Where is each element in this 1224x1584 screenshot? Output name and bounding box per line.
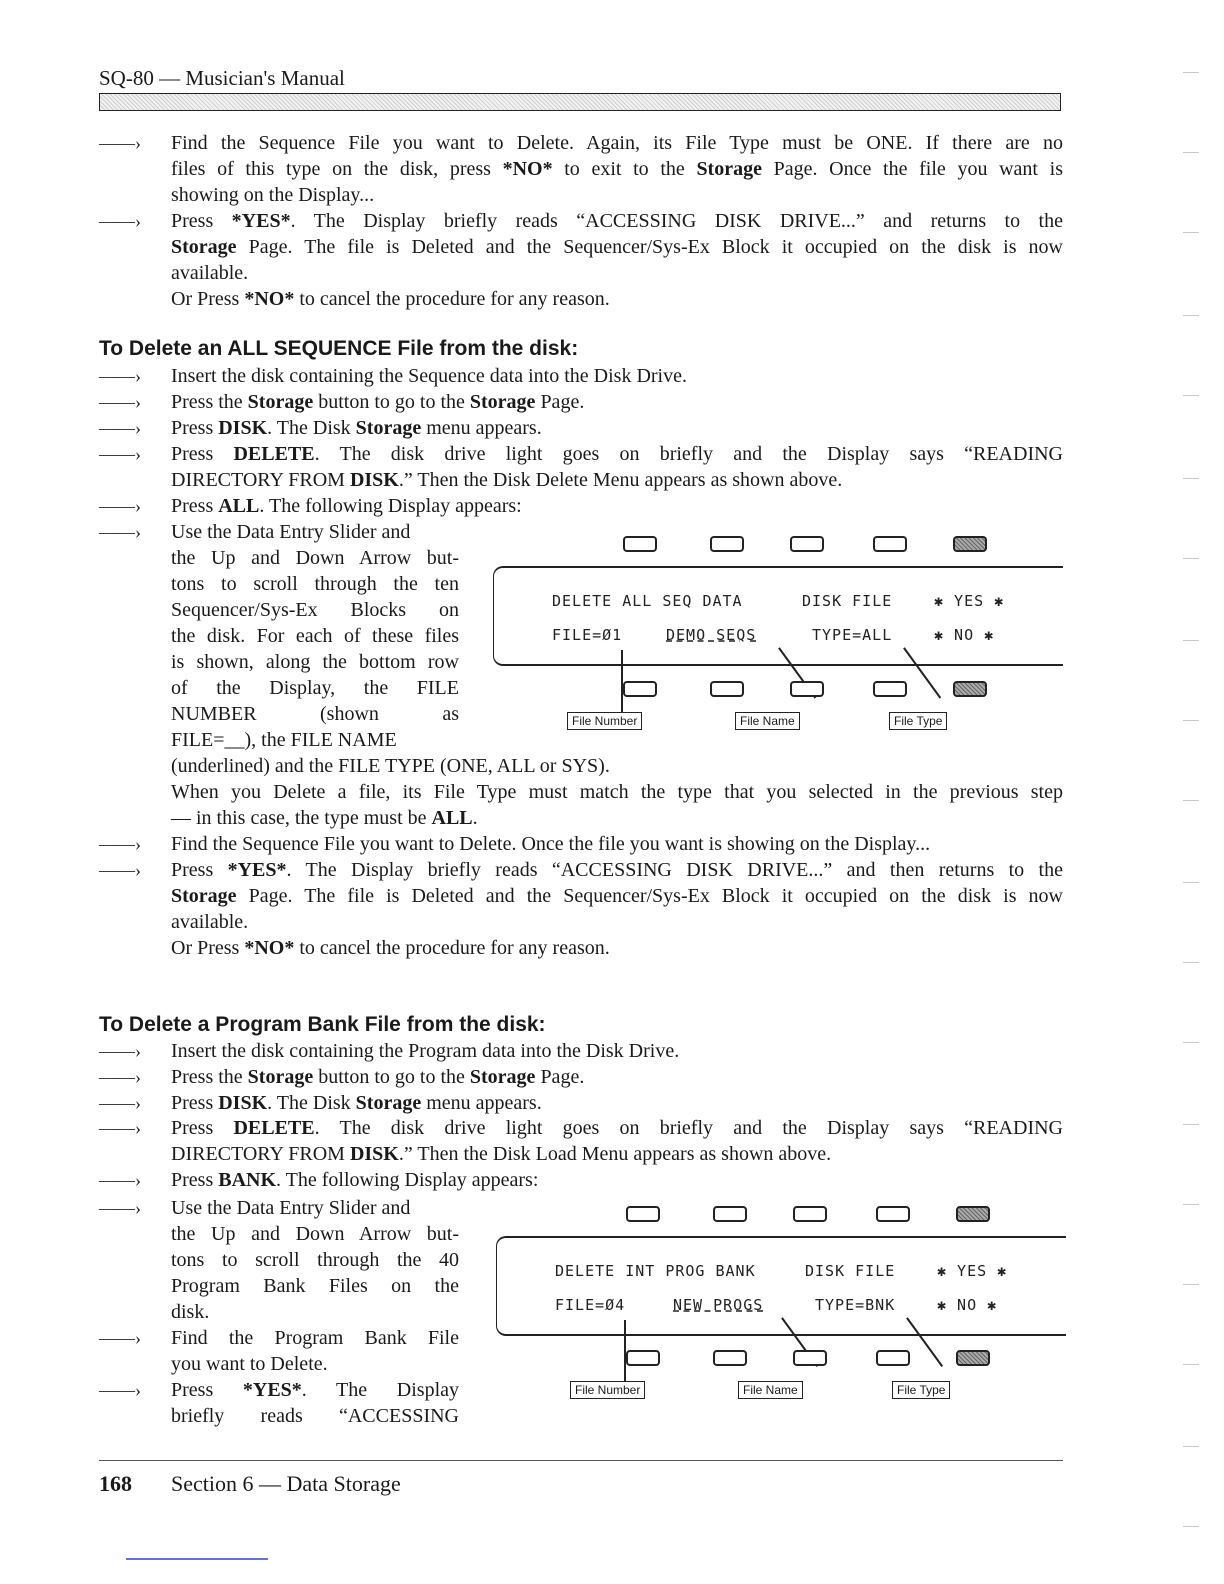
margin-tick: [1183, 1446, 1199, 1447]
margin-tick: [1183, 1204, 1199, 1205]
callout-file-type: File Type: [889, 712, 947, 730]
body-text: is shown, along the bottom row: [171, 651, 459, 673]
footer-rule: [99, 1460, 1063, 1461]
body-text: showing on the Display...: [171, 184, 375, 206]
step-arrow: ——›: [99, 1328, 141, 1348]
margin-tick: [1183, 315, 1199, 316]
body-text: Storage Page. The file is Deleted and the Sequencer/Sys-Ex Block it occupied on the disk is now: [171, 885, 1063, 907]
body-text: of the Display, the FILE: [171, 677, 459, 699]
margin-tick: [1183, 1526, 1199, 1527]
body-text: the Up and Down Arrow but-: [171, 547, 459, 569]
soft-button-bottom-4: [873, 681, 907, 697]
body-text: Insert the disk containing the Program data into the Disk Drive.: [171, 1040, 680, 1062]
body-text: Press the Storage button to go to the Storage Page.: [171, 1066, 585, 1088]
soft-button-top-5: [953, 536, 987, 552]
body-text: Press BANK. The following Display appears:: [171, 1169, 539, 1191]
margin-tick: [1183, 720, 1199, 721]
body-text: FILE=__), the FILE NAME: [171, 729, 397, 751]
soft-button-bottom-1: [626, 1350, 660, 1366]
body-text: Press the Storage button to go to the Storage Page.: [171, 391, 585, 413]
margin-tick: [1183, 72, 1199, 73]
body-text: briefly reads “ACCESSING: [171, 1405, 459, 1427]
margin-tick: [1183, 232, 1199, 233]
lcd-row1-function: DELETE ALL SEQ DATA: [552, 592, 743, 610]
running-header: SQ-80 — Musician's Manual: [99, 66, 345, 90]
body-text: Use the Data Entry Slider and: [171, 521, 411, 543]
step-arrow: ——›: [99, 1118, 141, 1138]
body-text: When you Delete a file, its File Type must match the type that you selected in the previous step: [171, 781, 1063, 803]
lcd-row1-mode: DISK FILE: [802, 592, 893, 610]
lcd-file-name: DEMO SEQS: [666, 626, 757, 644]
soft-button-bottom-5: [953, 681, 987, 697]
section-heading-bank: To Delete a Program Bank File from the disk:: [99, 1013, 546, 1036]
soft-button-top-1: [626, 1206, 660, 1222]
margin-tick: [1183, 1284, 1199, 1285]
soft-button-top-1: [623, 536, 657, 552]
body-text: Insert the disk containing the Sequence data into the Disk Drive.: [171, 365, 687, 387]
footer-section: Section 6 — Data Storage: [171, 1471, 401, 1496]
soft-button-top-5: [956, 1206, 990, 1222]
soft-button-top-3: [793, 1206, 827, 1222]
step-arrow: ——›: [99, 1067, 141, 1087]
margin-tick: [1183, 395, 1199, 396]
body-text: Find the Program Bank File: [171, 1327, 459, 1349]
margin-tick: [1183, 152, 1199, 153]
step-arrow: ——›: [99, 1380, 141, 1400]
step-arrow: ——›: [99, 860, 141, 880]
margin-tick: [1183, 962, 1199, 963]
margin-tick: [1183, 640, 1199, 641]
lcd-no: ✱ NO ✱: [937, 1296, 998, 1314]
soft-button-bottom-4: [876, 1350, 910, 1366]
lcd-file-name: NEW PROGS: [673, 1296, 764, 1314]
callout-file-name: File Name: [738, 1381, 803, 1399]
body-text: Press DELETE. The disk drive light goes on briefly and the Display says “READING: [171, 443, 1063, 465]
body-text: Use the Data Entry Slider and: [171, 1197, 411, 1219]
step-arrow: ——›: [99, 211, 141, 231]
soft-button-bottom-2: [710, 681, 744, 697]
body-text: available.: [171, 262, 249, 284]
soft-button-top-3: [790, 536, 824, 552]
step-arrow: ——›: [99, 418, 141, 438]
body-text: DIRECTORY FROM DISK.” Then the Disk Delete Menu appears as shown above.: [171, 469, 843, 491]
step-arrow: ——›: [99, 1093, 141, 1113]
margin-tick: [1183, 1042, 1199, 1043]
lcd-display: [496, 1236, 1066, 1336]
body-text: DIRECTORY FROM DISK.” Then the Disk Load Menu appears as shown above.: [171, 1143, 832, 1165]
body-text: — in this case, the type must be ALL.: [171, 807, 478, 829]
soft-button-top-2: [713, 1206, 747, 1222]
body-text: Press DISK. The Disk Storage menu appears.: [171, 417, 542, 439]
scan-mark: [126, 1558, 268, 1560]
lcd-row1-function: DELETE INT PROG BANK: [555, 1262, 756, 1280]
step-arrow: ——›: [99, 444, 141, 464]
header-band: [99, 93, 1061, 111]
soft-button-bottom-5: [956, 1350, 990, 1366]
step-arrow: ——›: [99, 1198, 141, 1218]
callout-file-name: File Name: [735, 712, 800, 730]
body-text: disk.: [171, 1301, 210, 1323]
body-text: Find the Sequence File you want to Delete. Once the file you want is showing on the Display...: [171, 833, 931, 855]
page-number: 168: [99, 1471, 132, 1496]
pointer-line: [624, 1320, 626, 1382]
body-text: Program Bank Files on the: [171, 1275, 459, 1297]
soft-button-bottom-3: [793, 1350, 827, 1366]
soft-button-top-4: [876, 1206, 910, 1222]
callout-file-type: File Type: [892, 1381, 950, 1399]
margin-tick: [1183, 1364, 1199, 1365]
body-text: Storage Page. The file is Deleted and the Sequencer/Sys-Ex Block it occupied on the disk is now: [171, 236, 1063, 258]
margin-tick: [1183, 800, 1199, 801]
body-text: Press *YES*. The Display briefly reads “ACCESSING DISK DRIVE...” and then returns to the: [171, 859, 1063, 881]
body-text: tons to scroll through the ten: [171, 573, 459, 595]
margin-tick: [1183, 558, 1199, 559]
body-text: files of this type on the disk, press *NO* to exit to the Storage Page. Once the file you want is: [171, 158, 1063, 180]
soft-button-top-4: [873, 536, 907, 552]
body-text: tons to scroll through the 40: [171, 1249, 459, 1271]
margin-tick: [1183, 1124, 1199, 1125]
step-arrow: ——›: [99, 366, 141, 386]
lcd-no: ✱ NO ✱: [934, 626, 995, 644]
step-arrow: ——›: [99, 496, 141, 516]
body-text: NUMBER (shown as: [171, 703, 459, 725]
step-arrow: ——›: [99, 392, 141, 412]
body-text: Press DELETE. The disk drive light goes on briefly and the Display says “READING: [171, 1117, 1063, 1139]
lcd-file-type: TYPE=ALL: [812, 626, 893, 644]
section-heading-all: To Delete an ALL SEQUENCE File from the disk:: [99, 337, 579, 360]
body-text: Or Press *NO* to cancel the procedure for any reason.: [171, 288, 610, 310]
body-text: (underlined) and the FILE TYPE (ONE, ALL or SYS).: [171, 755, 610, 777]
body-text: the disk. For each of these files: [171, 625, 459, 647]
lcd-file-type: TYPE=BNK: [815, 1296, 896, 1314]
body-text: Or Press *NO* to cancel the procedure for any reason.: [171, 937, 610, 959]
soft-button-bottom-1: [623, 681, 657, 697]
callout-file-number: File Number: [570, 1381, 645, 1399]
lcd-file-number: FILE=Ø4: [555, 1296, 626, 1314]
lcd-yes: ✱ YES ✱: [937, 1262, 1008, 1280]
lcd-yes: ✱ YES ✱: [934, 592, 1005, 610]
soft-button-bottom-2: [713, 1350, 747, 1366]
body-text: Press *YES*. The Display briefly reads “ACCESSING DISK DRIVE...” and returns to the: [171, 210, 1063, 232]
lcd-display: [493, 566, 1063, 666]
body-text: Press ALL. The following Display appears:: [171, 495, 522, 517]
step-arrow: ——›: [99, 1041, 141, 1061]
step-arrow: ——›: [99, 522, 141, 542]
lcd-file-number: FILE=Ø1: [552, 626, 623, 644]
body-text: Find the Sequence File you want to Delete. Again, its File Type must be ONE. If there are no: [171, 132, 1063, 154]
step-arrow: ——›: [99, 834, 141, 854]
lcd-row1-mode: DISK FILE: [805, 1262, 896, 1280]
soft-button-bottom-3: [790, 681, 824, 697]
margin-tick: [1183, 478, 1199, 479]
soft-button-top-2: [710, 536, 744, 552]
body-text: the Up and Down Arrow but-: [171, 1223, 459, 1245]
step-arrow: ——›: [99, 1170, 141, 1190]
body-text: Sequencer/Sys-Ex Blocks on: [171, 599, 459, 621]
body-text: available.: [171, 911, 249, 933]
margin-tick: [1183, 882, 1199, 883]
body-text: Press *YES*. The Display: [171, 1379, 460, 1401]
callout-file-number: File Number: [567, 712, 642, 730]
pointer-line: [621, 650, 623, 714]
body-text: you want to Delete.: [171, 1353, 328, 1375]
body-text: Press DISK. The Disk Storage menu appears.: [171, 1092, 542, 1114]
step-arrow: ——›: [99, 133, 141, 153]
